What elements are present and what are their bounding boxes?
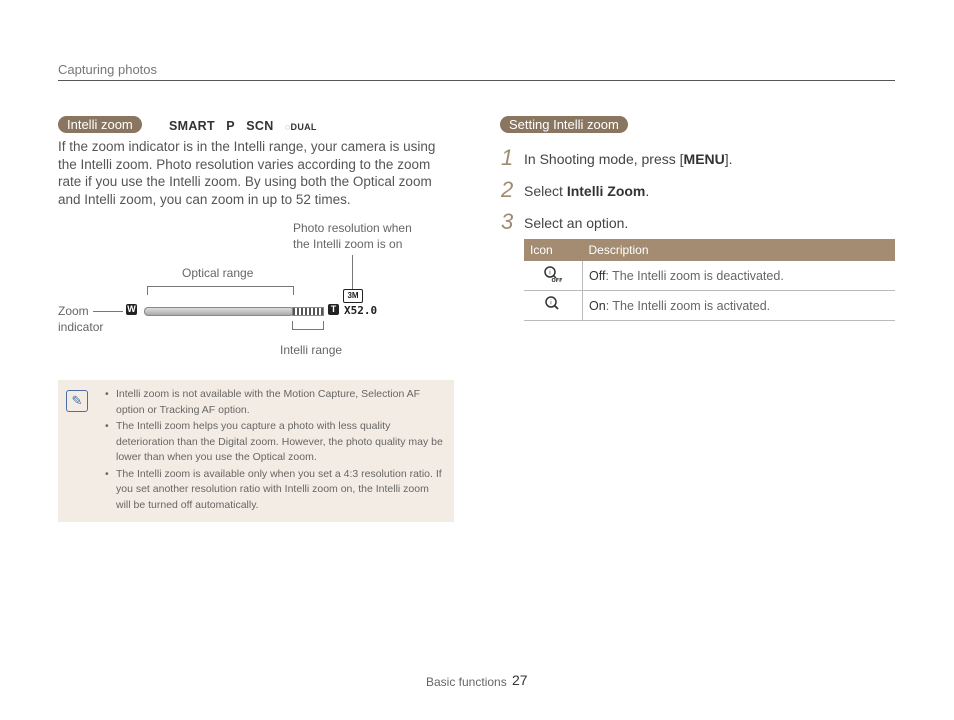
memo-icon: ✎ [66,390,88,412]
step-text: In Shooting mode, press [MENU]. [524,151,733,167]
option-description: On: The Intelli zoom is activated. [583,291,896,321]
header-divider [58,80,895,81]
intelli-range-label: Intelli range [280,343,343,357]
intelli-range-bracket [292,321,324,330]
wide-zoom-icon: W [127,304,136,314]
intelli-zoom-heading: Intelli zoom [58,116,142,133]
scene-mode-icon: SCN [246,119,274,133]
note-list [105,387,445,514]
shooting-modes [169,119,317,133]
optical-zoom-bar [144,307,294,316]
footer-label: Basic functions [426,675,507,689]
intelli-zoom-bar [292,307,324,316]
menu-key: MENU [683,151,725,167]
setting-intelli-zoom-heading: Setting Intelli zoom [500,116,628,133]
table-row [524,291,895,321]
intelli-zoom-on-icon [524,291,583,321]
note-item: • Intelli zoom is not available with the Motion Capture, Selection AF option or Tracking AF option. [105,387,445,418]
dual-is-mode-icon: ◌DUAL [284,122,317,132]
resolution-icon: 3M [343,289,363,303]
zoom-value: X52.0 [344,304,378,317]
step-text: Select Intelli Zoom. [524,183,650,199]
step-number: 2 [501,177,514,202]
svg-text:i: i [550,299,552,307]
zoom-indicator-leader-line [93,311,123,312]
step-number: 3 [501,209,514,234]
svg-text:OFF: OFF [551,278,563,283]
optical-range-bracket [147,286,294,295]
table-header-icon: Icon [524,239,583,261]
table-row [524,261,895,291]
section-title: Capturing photos [58,62,158,77]
svg-text:i: i [549,269,551,277]
program-mode-icon: P [226,119,235,133]
note-item: • The Intelli zoom is available only when you set a 4:3 resolution ratio. If you set another resolution ratio with Intelli zoom on, the Intelli zoom will be turned off automatically. [105,467,445,514]
photo-res-leader-line [352,255,353,289]
step-text: Select an option. [524,215,629,231]
option-description: Off: The Intelli zoom is deactivated. [583,261,896,291]
intelli-zoom-off-icon [524,261,583,291]
options-table [524,239,895,321]
photo-resolution-label: Photo resolution when the Intelli zoom is on [293,221,412,251]
page-number: 27 [512,672,528,688]
step-number: 1 [501,145,514,170]
tele-zoom-icon: T [328,304,339,315]
table-header-description: Description [583,239,896,261]
zoom-indicator-label: Zoom indicator [58,304,104,334]
intro-paragraph: If the zoom indicator is in the Intelli range, your camera is using the Intelli zoom. Photo resolution varies according to the zoom rate if you use the Intelli zoom. By using both the Optical zoom and Intelli zoom, you can zoom in up to 52 times. [58,139,436,207]
smart-mode-icon: SMART [169,119,215,133]
note-item: • The Intelli zoom helps you capture a photo with less quality deterioration than the Digital zoom. However, the photo quality may be lower than when you use the Optical zoom. [105,419,445,466]
optical-range-label: Optical range [182,266,254,280]
